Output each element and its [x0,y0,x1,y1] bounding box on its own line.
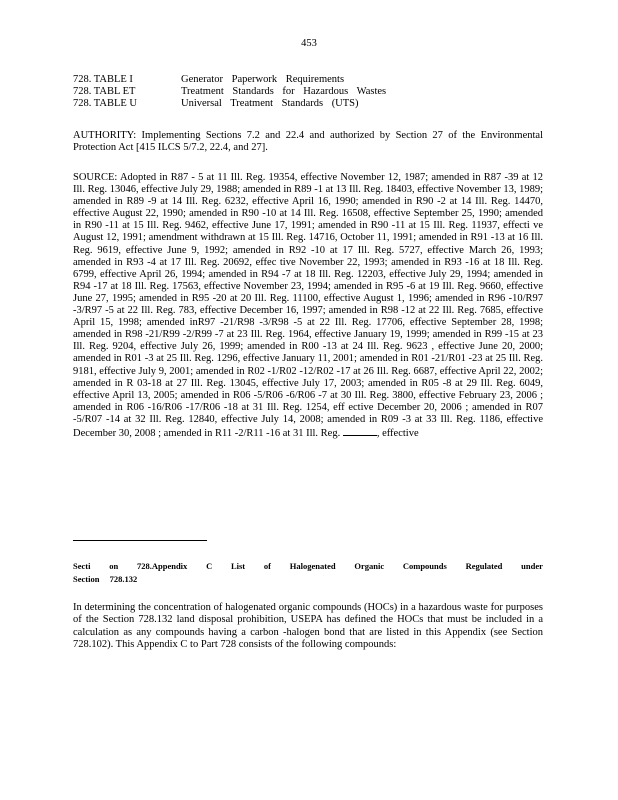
toc-entry-number: 728. TABLE U [73,98,138,109]
heading-word: C [206,561,213,571]
table-of-contents [73,74,386,110]
toc-entry [73,86,386,98]
source-paragraph: SOURCE: Adopted in R87 - 5 at 11 Ill. Reg. 19354, effective November 12, 1987; amended in R87 -39 at 12 Ill. Reg. 13046, effective July 29, 1988; amended in R89 -1 at 13 Ill. Reg. 18403, effective November 13, 1989; amended in R89 -9 at 14 Ill. Reg. 6232, effective April 16, 1990; amended in R90 -2 at 14 Ill. Reg. 14470, effective August 22, 1990; amended in R90 -10 at 14 Ill. Reg. 16508, effective September 25, 1990; amended in R90 -11 at 15 Ill. Reg. 9462, effective June 17, 1991; amended in R90 -11 at 15 Ill. Reg. 11937, effecti ve August 12, 1991; amendment withdrawn at 15 Ill. Reg. 14716, October 11, 1991; amended in R91 -13 at 16 Ill. Reg. 9619, effective June 9, 1992; amended in R92 -10 at 17 Ill. Reg. 5727, effective March 26, 1993; amended in R93 -4 at 17 Ill. Reg. 20692, effec tive November 22, 1993; amended in R93 -16 at 18 Ill. Reg. 6799, effective April 26, 1994; amended in R94 -7 at 18 Ill. Reg. 12203, effective July 29, 1994; amended in R94 -17 at 18 Ill. Reg. 17563, effective November 23, 1994; amended in R95 -6 at 19 Ill. Reg. 9660, effective June 27, 1995; amended in R95 -20 at 20 Ill. Reg. 11100, effective August 1, 1996; amended in R96 -10/R97 -3/R97 -5 at 22 Ill. Reg. 783, effective December 16, 1997; amended in R98 -12 at 22 Ill. Reg. 7685, effective April 15, 1998; amended inR97 -21/R98 -3/R98 -5 at 22 Ill. Reg. 17706, effective September 28, 1998; amended in R98 -21/R99 -2/R99 -7 at 23 Ill. Reg. 1964, effective January 19, 1999; amended in R99 -15 at 23 Ill. Reg. 9204, effective July 26, 1999; amended in R00 -13 at 24 Ill. Reg. 9623 , effective June 20, 2000; amended in R01 -3 at 25 Ill. Reg. 1296, effective January 11, 2001; amended in R01 -21/R01 -23 at 25 Ill. Reg. 9181, effective July 9, 2001; amended in R02 -1/R02 -12/R02 -17 at 26 Ill. Reg. 6687, effective April 22, 2002; amended in R 03-18 at 27 Ill. Reg. 13045, effective July 17, 2003; amended in R05 -8 at 29 Ill. Reg. 6049, effective April 13, 2005; amended in R06 -5/R06 -6/R06 -7 at 30 Ill. Reg. 3800, effective February 23, 2006 ; amended in R06 -16/R06 -17/R06 -18 at 31 Ill. Reg. 1254, eff ective December 20, 2006 ; amended in R07 -5/R07 -14 at 32 Ill. Reg. 12840, effective July 14, 2008; amended in R09 -3 at 33 Ill. Reg. 1186, effective December 30, 2008 ; amended in R11 -2/R11 -16 at 31 Ill. Reg. , effective [73,172,543,439]
heading-word: Halogenated [289,561,336,571]
heading-word: on [109,561,119,571]
heading-word: List [230,561,246,571]
section-heading [73,560,543,586]
intro-paragraph: In determining the concentration of halogenated organic compounds (HOCs) in a hazardous waste for purposes of the Section 728.132 land disposal prohibition, USEPA has defined the HOCs that must be included in a calculation as any compounds having a carbon -halogen bond that are listed in this Appendix (see Section 728.102). This Appendix C to Part 728 consists of the following compounds: [73,602,543,651]
section-heading-line2: Section 728.132 [73,574,138,584]
heading-word: 728.Appendix [136,561,188,571]
section-heading-line [73,560,543,573]
heading-word: under [521,561,543,571]
authority-paragraph: AUTHORITY: Implementing Sections 7.2 and 22.4 and authorized by Section 27 of the Environmental Protection Act [415 ILCS 5/7.2, 22.4, and 27]. [73,130,543,154]
source-text: SOURCE: Adopted in R87 - 5 at 11 Ill. Reg. 19354, effective November 12, 1987; amended in R87 -39 at 12 Ill. Reg. 13046, effective July 29, 1988; amended in R89 -1 at 13 Ill. Reg. 18403, effective November 13, 1989; amended in R89 -9 at 14 Ill. Reg. 6232, effective April 16, 1990; amended in R90 -2 at 14 Ill. Reg. 14470, effective August 22, 1990; amended in R90 -10 at 14 Ill. Reg. 16508, effective September 25, 1990; amended in R90 -11 at 15 Ill. Reg. 9462, effective June 17, 1991; amended in R90 -11 at 15 Ill. Reg. 11937, effecti ve August 12, 1991; amendment withdrawn at 15 Ill. Reg. 14716, October 11, 1991; amended in R91 -13 at 16 Ill. Reg. 9619, effective June 9, 1992; amended in R92 -10 at 17 Ill. Reg. 5727, effective March 26, 1993; amended in R93 -4 at 17 Ill. Reg. 20692, effec tive November 22, 1993; amended in R93 -16 at 18 Ill. Reg. 6799, effective April 26, 1994; amended in R94 -7 at 18 Ill. Reg. 12203, effective July 29, 1994; amended in R94 -17 at 18 Ill. Reg. 17563, effective November 23, 1994; amended in R95 -6 at 19 Ill. Reg. 9660, effective June 27, 1995; amended in R95 -20 at 20 Ill. Reg. 11100, effective August 1, 1996; amended in R96 -10/R97 -3/R97 -5 at 22 Ill. Reg. 783, effective December 16, 1997; amended in R98 -12 at 22 Ill. Reg. 7685, effective April 15, 1998; amended inR97 -21/R98 -3/R98 -5 at 22 Ill. Reg. 17706, effective September 28, 1998; amended in R98 -21/R99 -2/R99 -7 at 23 Ill. Reg. 1964, effective January 19, 1999; amended in R99 -15 at 23 Ill. Reg. 9204, effective July 26, 1999; amended in R00 -13 at 24 Ill. Reg. 9623 , effective June 20, 2000; amended in R01 -3 at 25 Ill. Reg. 1296, effective January 11, 2001; amended in R01 -21/R01 -23 at 25 Ill. Reg. 9181, effective July 9, 2001; amended in R02 -1/R02 -12/R02 -17 at 26 Ill. Reg. 6687, effective April 22, 2002; amended in R 03-18 at 27 Ill. Reg. 13045, effective July 17, 2003; amended in R05 -8 at 29 Ill. Reg. 6049, effective April 13, 2005; amended in R06 -5/R06 -6/R06 -7 at 30 Ill. Reg. 3800, effective February 23, 2006 ; amended in R06 -16/R06 -17/R06 -18 at 31 Ill. Reg. 1254, eff ective December 20, 2006 ; amended in R07 -5/R07 -14 at 32 Ill. Reg. 12840, effective July 14, 2008; amended in R09 -3 at 33 Ill. Reg. 1186, effective December 30, 2008 ; amended in R11 -2/R11 -16 at 31 Ill. Reg. [73,172,543,439]
toc-entry-number: 728. TABL ET [73,86,136,97]
heading-word: Compounds [402,561,447,571]
toc-entry-title: Universal Treatment Standards (UTS) [181,98,359,109]
toc-entry-title: Treatment Standards for Hazardous Wastes [181,86,387,97]
heading-word: Secti [73,561,91,571]
source-tail: effective [382,427,419,439]
page-number: 453 [301,38,317,49]
toc-entry [73,74,386,86]
heading-word: Organic [354,561,385,571]
heading-word: of [263,561,271,571]
toc-entry-title: Generator Paperwork Requirements [181,74,345,85]
separator-rule [73,540,207,541]
heading-word: Regulated [465,561,503,571]
blank-line [343,426,377,436]
toc-entry [73,98,386,110]
toc-entry-number: 728. TABLE I [73,74,133,85]
